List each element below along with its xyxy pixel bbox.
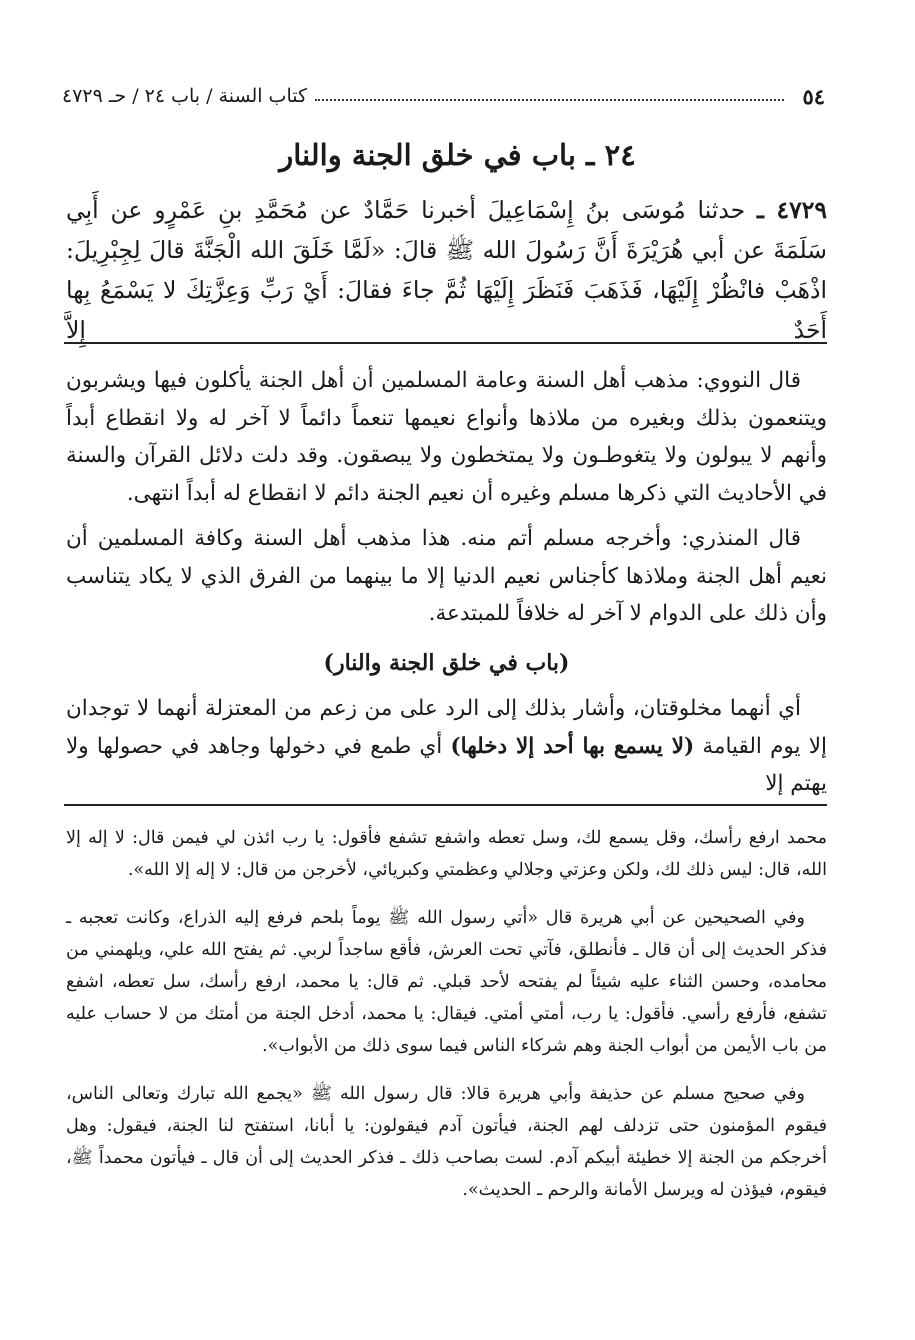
commentary-mundhiri: قال المنذري: وأخرجه مسلم أتم منه. هذا مذهب أهل السنة وكافة المسلمين أن نعيم أهل الجنة وملاذها كأجناس نعيم الدنيا إلا ما بينهما من الفرق الذي لا يكاد يتناسب وأن ذلك على الدوام لا آخر له خلافاً للمبتدعة. (66, 526, 827, 626)
footnote-paragraph: محمد ارفع رأسك، وقل يسمع لك، وسل تعطه واشفع تشفع فأقول: يا رب ائذن لي فيمن قال: لا إله إلا الله، قال: ليس ذلك لك، ولكن وعزتي وجلالي وعظمتي وكبريائي، لأخرجن من قال: لا إله إلا الله». (66, 828, 827, 880)
explanation-quote: (لا يسمع بها أحد إلا دخلها) (450, 733, 695, 759)
commentary (66, 362, 827, 811)
commentary-explanation (66, 690, 827, 803)
page-number: ٥٤ (802, 83, 825, 109)
footnote-divider (64, 804, 827, 806)
footnote-paragraph: وفي صحيح مسلم عن حذيفة وأبي هريرة قالا: قال رسول الله ﷺ «يجمع الله تبارك وتعالى الناس، فيقوم المؤمنون حتى تزدلف لهم الجنة، فيأتون آدم فيقولون: يا أبانا، استفتح لنا الجنة، فيقول: وهل أخرجكم من الجنة إلا خطيئة أبيكم آدم. لست بصاحب ذلك ـ فذكر الحديث إلى أن قال ـ فيأتون محمداً ﷺ، فيقوم، فيؤذن له ويرسل الأمانة والرحم ـ الحديث». (66, 1084, 827, 1200)
footnotes (66, 822, 827, 1222)
page-header (62, 80, 825, 112)
dotted-leader (315, 99, 784, 101)
chapter-title: ٢٤ ـ باب في خلق الجنة والنار (279, 138, 636, 172)
commentary-subheading: (باب في خلق الجنة والنار) (323, 649, 570, 676)
hadith-text (66, 190, 827, 350)
explanation-part-1: أي أنهما مخلوقتان، وأشار بذلك إلى الرد على من زعم من المعتزلة أنهما لا توجدان إلا يوم القيامة (66, 696, 827, 759)
section-divider (64, 342, 827, 344)
explanation-part-2: أي طمع في دخولها وجاهد في حصولها ولا يهتم إلا (66, 733, 827, 796)
hadith-body: حدثنا مُوسَى بنُ إِسْمَاعِيلَ أخبرنا حَمَّادٌ عن مُحَمَّدِ بنِ عَمْرٍو عن أَبِي سَلَمَةَ عن أبي هُرَيْرَةَ أَنَّ رَسُولَ الله ﷺ قالَ: «لَمَّا خَلَقَ الله الْجَنَّةَ قالَ لِجِبْرِيلَ: اذْهَبْ فانْظُرْ إِلَيْهَا، فَذَهَبَ فَنَظَرَ إِلَيْهَا ثُمَّ جاءَ فقالَ: أَيْ رَبِّ وَعِزَّتِكَ لا يَسْمَعُ بِها أَحَدٌ إِلاَّ (66, 196, 827, 344)
footnote-paragraph: وفي الصحيحين عن أبي هريرة قال «أتي رسول الله ﷺ يوماً بلحم فرفع إليه الذراع، وكانت تعجبه ـ فذكر الحديث إلى أن قال ـ فأنطلق، فآتي تحت العرش، فأقع ساجداً لربي. ثم يفتح الله علي، ويلهمني من محامده، وحسن الثناء عليه شيئاً لم يفتحه لأحد قبلي. ثم قال: يا محمد، ارفع رأسك، سل تعطه، اشفع تشفع، فأرفع رأسي. فأقول: يا رب، أمتي أمتي. فيقال: يا محمد، أدخل الجنة من أمتك من لا حساب عليه من باب الأيمن من أبواب الجنة وهم شركاء الناس فيما سوى ذلك من الأبواب». (66, 908, 827, 1056)
hadith-number: ٤٧٢٩ ـ (757, 196, 827, 224)
commentary-nawawi: قال النووي: مذهب أهل السنة وعامة المسلمين أن أهل الجنة يأكلون فيها ويشربون ويتنعمون بذلك وبغيره من ملاذها وأنواع نعيمها تنعماً دائماً لا آخر له ولا انقطاع أبداً وأنهم لا يبولون ولا يتغوطـون ولا يمتخطون ولا يبصقون. وقد دلت دلائل القرآن والسنة في الأحاديث التي ذكرها مسلم وغيره أن نعيم الجنة دائم لا انقطاع له أبداً انتهى. (66, 368, 827, 506)
running-title: كتاب السنة / باب ٢٤ / حـ ٤٧٢٩ (62, 85, 308, 107)
